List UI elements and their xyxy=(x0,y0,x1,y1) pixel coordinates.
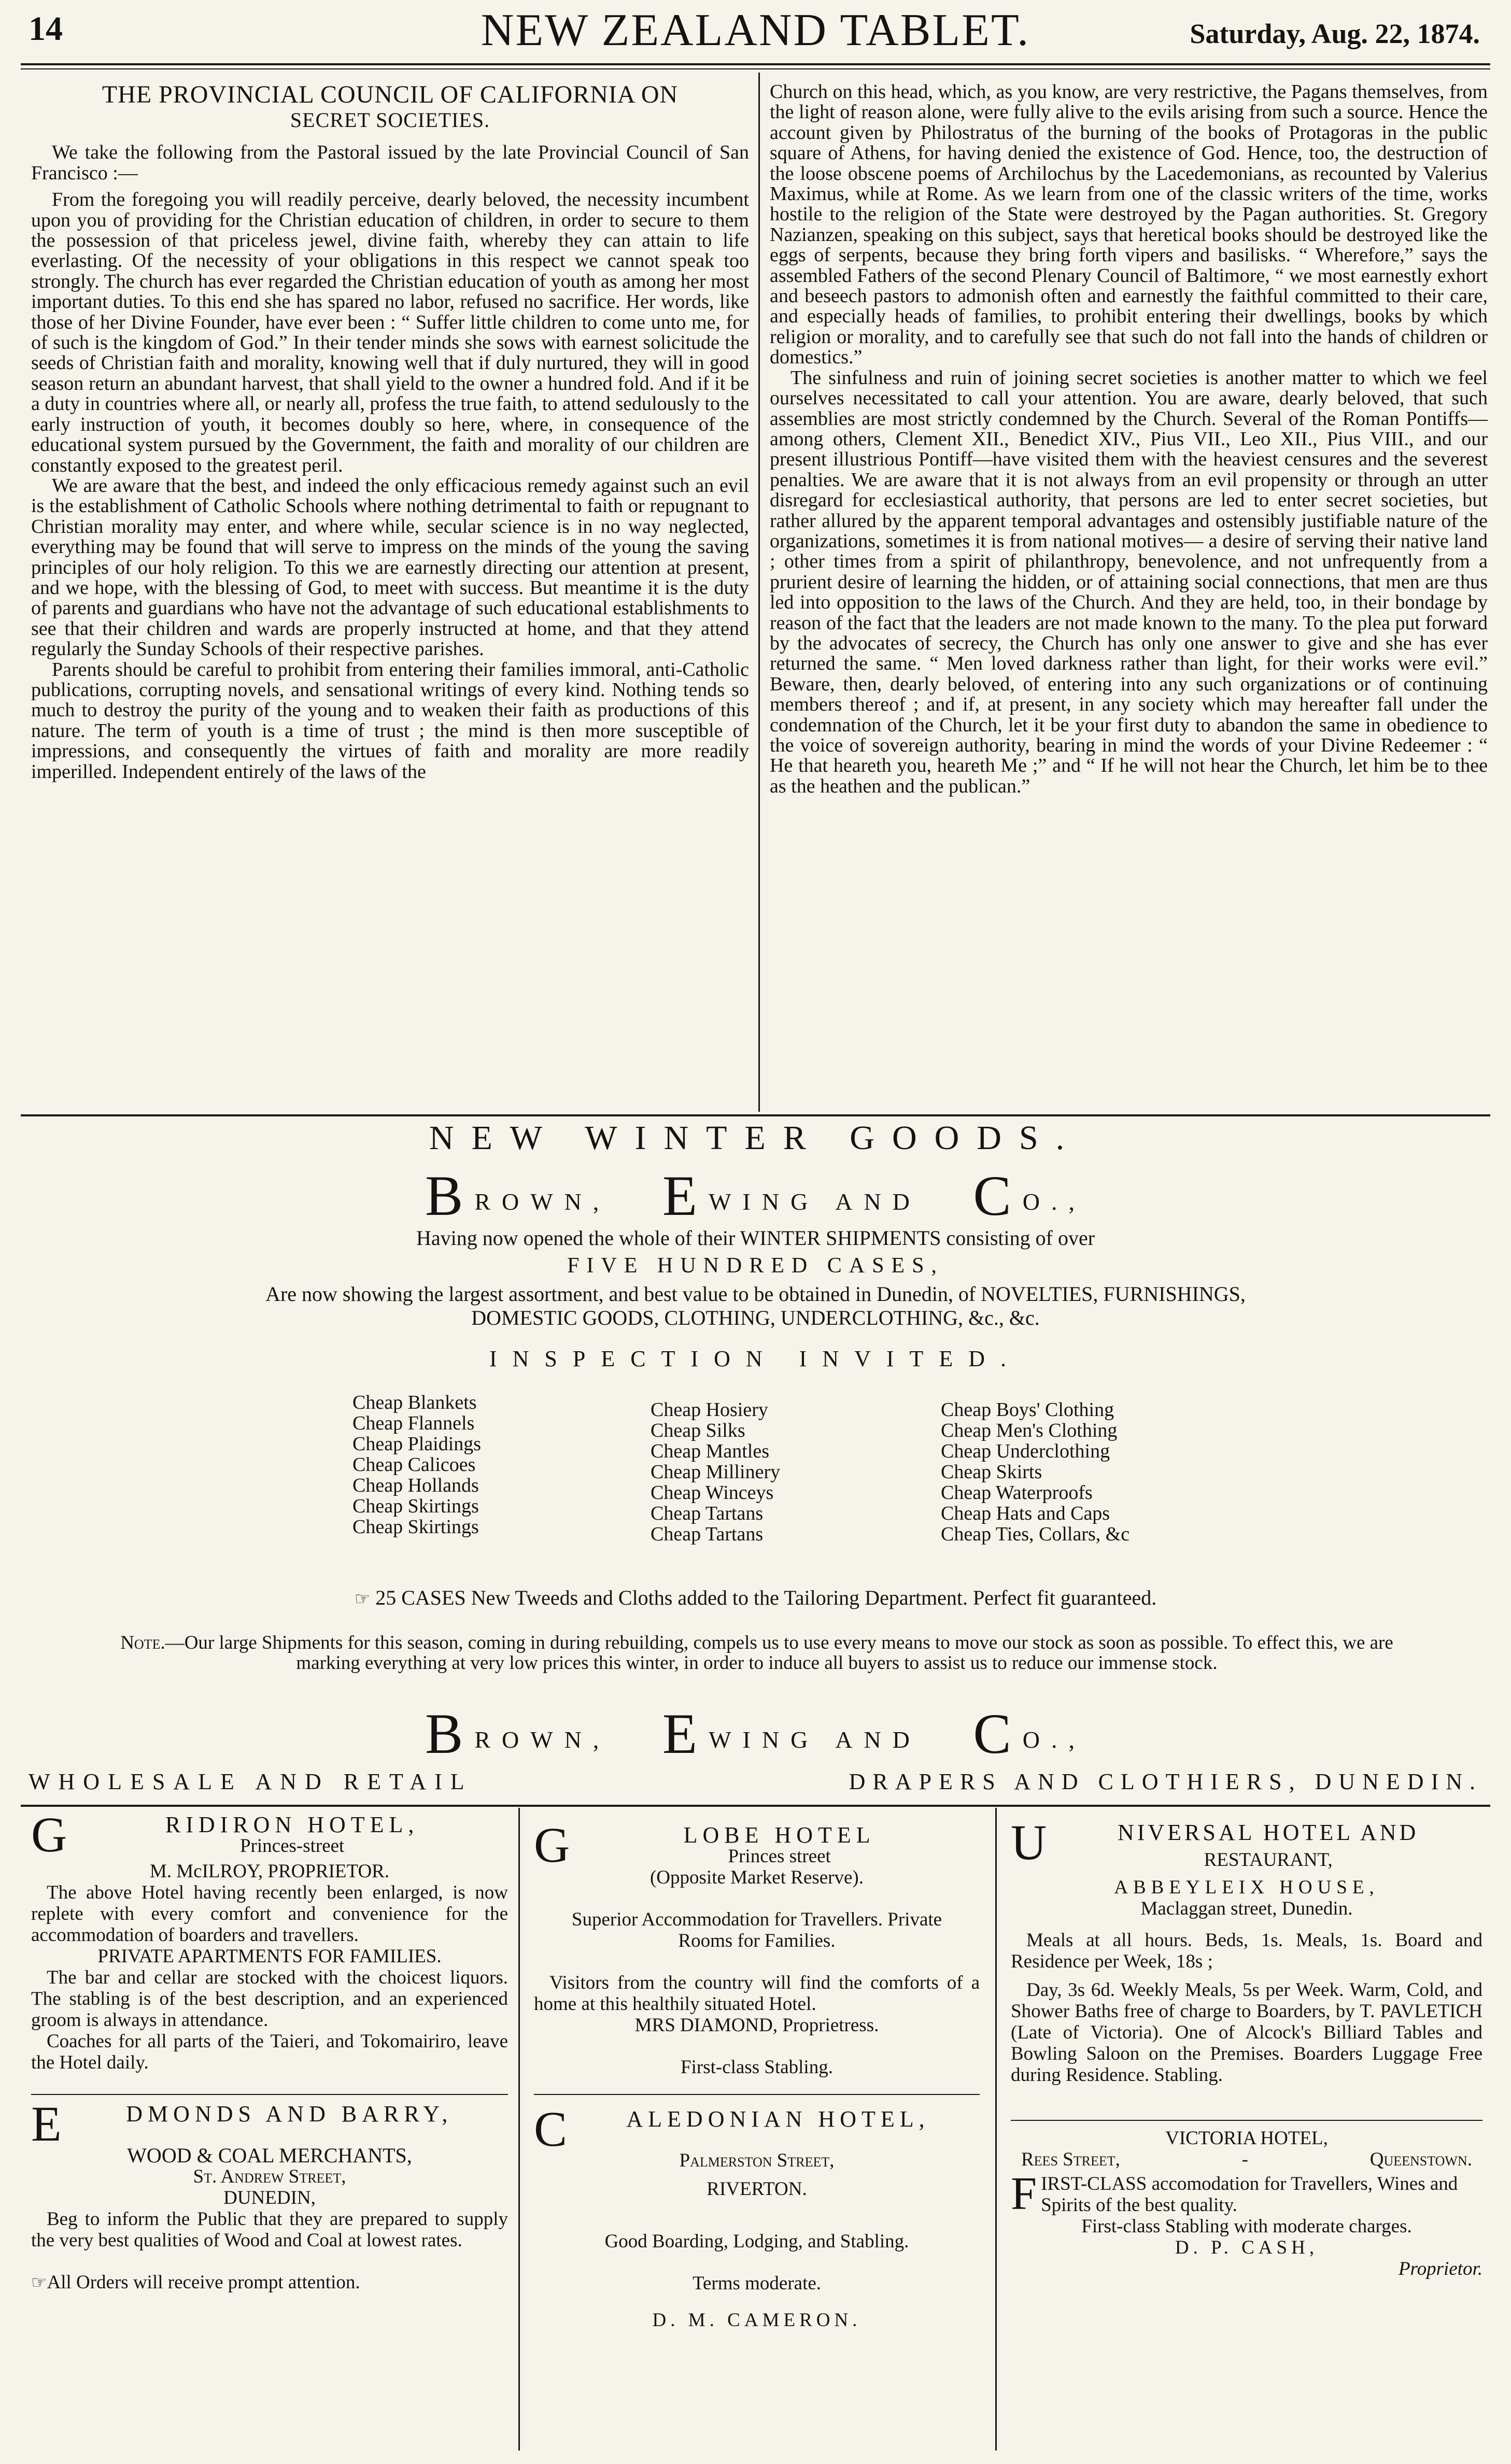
pointing-hand-icon: ☞ xyxy=(354,1590,371,1609)
ad-initial: G xyxy=(31,1807,73,1862)
article-paragraph: Church on this head, which, as you know, are very restrictive, the Pagans themselves, from the light of reason alone, were fully alive to the evils arising from such a source. Hence the account given by Philostratus of the burning of the books of Protagoras in the public square of Athens, for having denied the existence of God. Hence, too, the destruction of the loose obscene poems of Archilochus by the Lacedemonians, as recounted by Valerius Maximus, while at Rome. As we learn from one of the classic writers of the time, works hostile to the religion of the State were destroyed by the Pagan authorities. St. Gregory Nazianzen, speaking on this subject, says that heretical books should be destroyed like the eggs of serpents, because they bring forth vipers and basilisks. “ Wherefore,” says the assembled Fathers of the second Plenary Council of Baltimore, “ we most earnestly exhort and beseech pastors to admonish often and earnestly the faithful committed to their care, and especially heads of families, to prohibit entering their dwellings, books by which religion or morality, and to carefully see that such do not fall into the hands of children or domestics.” xyxy=(770,81,1488,369)
ad-title: DMONDS AND BARRY, xyxy=(126,2101,453,2127)
list-item: Cheap Plaidings xyxy=(352,1433,482,1455)
ad-street: Rees Street, xyxy=(1021,2149,1120,2170)
ad-initial: F xyxy=(1011,2168,1037,2219)
ad-line: Princes street xyxy=(728,1846,831,1867)
pointing-hand-icon: ☞ xyxy=(31,2273,47,2292)
goods-headline: NEW WINTER GOODS. xyxy=(429,1119,1082,1157)
list-item: Cheap Blankets xyxy=(352,1392,477,1413)
article-right-column xyxy=(770,82,1488,797)
ad-address xyxy=(1011,2149,1482,2170)
column-divider xyxy=(758,73,760,1112)
list-item: Cheap Mantles xyxy=(651,1440,770,1462)
ad-town: Queenstown. xyxy=(1369,2149,1472,2170)
firm-initial: C xyxy=(973,1702,1023,1765)
ad-footer-text: All Orders will receive prompt attention. xyxy=(47,2272,360,2293)
ad-body: Good Boarding, Lodging, and Stabling. xyxy=(604,2231,909,2252)
gridiron-hotel-ad xyxy=(31,1807,508,2073)
goods-list-column xyxy=(352,1392,622,1537)
note-text: —Our large Shipments for this season, coming in during rebuilding, compels us to use every means to move our stock as soon as possible. To effect this, we are marking everything at very low prices this winter, in order to induce all buyers to assist us to reduce our immense stock. xyxy=(165,1632,1393,1674)
ad-line: Palmerston Street, xyxy=(679,2150,835,2171)
page-number: 14 xyxy=(29,10,63,48)
ad-line: DUNEDIN, xyxy=(223,2187,316,2208)
ad-body: Day, 3s 6d. Weekly Meals, 5s per Week. Warm, Cold, and Shower Baths free of charge to Boarders, by T. PAVLETICH (Late of Victoria). One of Alcock's Billiard Tables and Bowling Saloon on the Premises. Boarders Luggage Free during Residence. Stabling. xyxy=(1011,1979,1482,2086)
ad-body: Superior Accommodation for Travellers. Private Rooms for Families. xyxy=(571,1909,942,1951)
ad-body xyxy=(1011,2168,1482,2219)
paper-title: NEW ZEALAND TABLET. xyxy=(481,5,1030,55)
article-left-column xyxy=(31,82,749,782)
article-intro: We take the following from the Pastoral issued by the late Provincial Council of San Francisco :— xyxy=(31,141,749,184)
section-rule xyxy=(21,1114,1490,1116)
firm-part: O., xyxy=(1022,1726,1086,1753)
goods-list-column xyxy=(651,1399,920,1545)
ad-initial: U xyxy=(1011,1815,1050,1870)
tailoring-text: 25 CASES New Tweeds and Cloths added to the Tailoring Department. Perfect fit guaranteed. xyxy=(375,1586,1157,1609)
goods-line-1: Having now opened the whole of their WINTER SHIPMENTS consisting of over xyxy=(416,1226,1095,1250)
edmonds-barry-ad xyxy=(31,2096,508,2293)
column-divider xyxy=(518,1808,520,2451)
ad-body: Meals at all hours. Beds, 1s. Meals, 1s. Board and Residence per Week, 18s ; xyxy=(1011,1930,1482,1972)
issue-date: Saturday, Aug. 22, 1874. xyxy=(1190,18,1480,49)
firm-name-repeat xyxy=(21,1702,1490,1765)
ad-line: Maclaggan street, Dunedin. xyxy=(1140,1898,1353,1919)
goods-line-3: Are now showing the largest assortment, and best value to be obtained in Dunedin, of NOVELTIES, FURNISHINGS, xyxy=(265,1282,1246,1306)
ad-owner: D. P. CASH, xyxy=(1175,2237,1319,2258)
ad-line: RESTAURANT, xyxy=(1204,1849,1333,1871)
ad-body: The bar and cellar are stocked with the choicest liquors. The stabling is of the best description, and an experienced groom is always in attendance. xyxy=(31,1967,508,2031)
caledonian-hotel-ad xyxy=(534,2101,980,2331)
tailoring-line xyxy=(21,1586,1490,1611)
masthead-rule xyxy=(21,63,1490,65)
list-item: Cheap Silks xyxy=(651,1420,745,1441)
list-item: Cheap Skirts xyxy=(941,1461,1042,1483)
universal-hotel-ad xyxy=(1011,1815,1482,2086)
list-item: Cheap Skirtings xyxy=(352,1516,479,1538)
firm-part: WING AND xyxy=(709,1726,921,1753)
ad-initial: G xyxy=(534,1817,575,1873)
goods-note xyxy=(119,1633,1394,1673)
ad-line: WOOD & COAL MERCHANTS, xyxy=(127,2144,412,2167)
list-item: Cheap Winceys xyxy=(651,1482,774,1504)
ad-body: First-class Stabling with moderate charges. xyxy=(1081,2216,1412,2237)
goods-list-column xyxy=(941,1399,1252,1545)
list-item: Cheap Waterproofs xyxy=(941,1482,1093,1504)
ad-initial: C xyxy=(534,2101,573,2157)
ad-initial: E xyxy=(31,2096,67,2151)
ad-body: The above Hotel having recently been enlarged, is now replete with every comfort and convenience for the accommodation of boarders and travellers. xyxy=(31,1882,508,1946)
ad-stabling: First-class Stabling. xyxy=(681,2057,833,2078)
ad-street: Princes-street xyxy=(239,1835,345,1857)
firm-initial: E xyxy=(662,1164,709,1227)
firm-part: O., xyxy=(1022,1188,1086,1215)
ad-line: St. Andrew Street, xyxy=(193,2166,346,2187)
ad-subhead: PRIVATE APARTMENTS FOR FAMILIES. xyxy=(97,1946,442,1967)
article-paragraph: From the foregoing you will readily perceive, dearly beloved, the necessity incumbent upon you of providing for the Christian education of children, in order to secure to them the possession of that priceless jewel, divine faith, whereby they can attain to life everlasting. Of the necessity of your obligations in this respect we cannot speak too strongly. The church has ever regarded the Christian education of youth as among her most important duties. To this end she has spared no labor, refused no sacrifice. Her words, like those of her Divine Founder, have ever been : “ Suffer little children to come unto me, for of such is the kingdom of God.” In their tender minds she sows with earnest solicitude the seeds of Christian faith and morality, knowing well that if duly nurtured, they will in good season return an abundant harvest, that shall yield to the owner a hundred fold. And if it be a duty in countries where all, or nearly all, profess the true faith, to attend sedulously to the early instruction of youth, it becomes doubly so here, where, in consequence of the educational system pursued by the Government, the faith and morality of our children are constantly exposed to the greatest peril. xyxy=(31,189,749,476)
article-subtitle: SECRET SOCIETIES. xyxy=(290,108,490,132)
ad-body-text: IRST-CLASS accomodation for Travellers, Wines and Spirits of the best quality. xyxy=(1041,2173,1458,2216)
list-item: Cheap Skirtings xyxy=(352,1495,479,1517)
column-divider xyxy=(995,1808,997,2451)
ad-terms: Terms moderate. xyxy=(692,2273,822,2294)
section-rule xyxy=(21,1805,1490,1807)
list-item: Cheap Boys' Clothing xyxy=(941,1399,1114,1421)
goods-footer-right: DRAPERS AND CLOTHIERS, DUNEDIN. xyxy=(849,1769,1482,1794)
ad-divider xyxy=(31,2094,508,2095)
list-item: Cheap Ties, Collars, &c xyxy=(941,1523,1130,1545)
ad-title: RIDIRON HOTEL, xyxy=(165,1812,419,1837)
goods-footer-left: WHOLESALE AND RETAIL xyxy=(29,1769,473,1794)
ad-line: (Opposite Market Reserve). xyxy=(649,1867,864,1888)
firm-part: ROWN, xyxy=(474,1188,611,1215)
note-label: Note. xyxy=(120,1632,165,1653)
article-paragraph: Parents should be careful to prohibit from entering their families immoral, anti-Catholic publications, corrupting novels, and sensational writings of every kind. Nothing tends so much to destroy the purity of the young and to weaken their faith as productions of this nature. The term of youth is a time of trust ; the mind is then more susceptible of impressions, and consequently the virtues of faith and morality are more readily imperilled. Independent entirely of the laws of the xyxy=(31,658,749,783)
inspection-invited: INSPECTION INVITED. xyxy=(489,1346,1022,1371)
firm-initial: C xyxy=(973,1164,1023,1227)
firm-part: ROWN, xyxy=(474,1726,611,1753)
ad-title: NIVERSAL HOTEL AND xyxy=(1117,1820,1419,1845)
firm-initial: B xyxy=(425,1164,475,1227)
ad-title: VICTORIA HOTEL, xyxy=(1165,2128,1328,2149)
list-item: Cheap Underclothing xyxy=(941,1440,1110,1462)
list-item: Cheap Tartans xyxy=(651,1523,764,1545)
ad-divider xyxy=(1011,2120,1482,2121)
ad-body: Visitors from the country will find the comforts of a home at this healthily situated Hotel. xyxy=(534,1972,980,2015)
list-item: Cheap Millinery xyxy=(651,1461,781,1483)
ad-divider xyxy=(534,2094,980,2095)
firm-initial: E xyxy=(662,1702,709,1765)
article-paragraph: We are aware that the best, and indeed the only efficacious remedy against such an evil is the establishment of Catholic Schools where nothing detrimental to faith or repugnant to Christian morality may enter, and where while, secular science is in no way neglected, everything may be found that will serve to impress on the minds of the young the saving principles of our holy religion. To this we are earnestly directing our attention at present, and we hope, with the blessing of God, to meet with success. But meantime it is the duty of parents and guardians who have not the advantage of such educational establishments to see that their children and wards are properly instructed at home, and that they attend regularly the Sunday Schools of their respective parishes. xyxy=(31,474,749,660)
goods-line-4: DOMESTIC GOODS, CLOTHING, UNDERCLOTHING, &c., &c. xyxy=(471,1306,1040,1329)
list-item: Cheap Flannels xyxy=(352,1412,475,1434)
firm-part: WING AND xyxy=(709,1188,921,1215)
list-item: Cheap Calicoes xyxy=(352,1454,476,1476)
ad-body: Beg to inform the Public that they are prepared to supply the very best qualities of Wood and Coal at lowest rates. xyxy=(31,2208,508,2251)
list-item: Cheap Men's Clothing xyxy=(941,1420,1118,1441)
ad-separator: - xyxy=(1241,2149,1248,2170)
masthead-rule-thin xyxy=(21,68,1490,69)
ad-title: LOBE HOTEL xyxy=(683,1822,875,1848)
ad-footer xyxy=(31,2272,508,2293)
ad-title: ALEDONIAN HOTEL, xyxy=(626,2106,930,2132)
article-title: THE PROVINCIAL COUNCIL OF CALIFORNIA ON xyxy=(102,81,679,108)
article-paragraph: The sinfulness and ruin of joining secret societies is another matter to which we feel ourselves necessitated to call your attention. You are aware, dearly beloved, that such assemblies are most strictly condemned by the Church. Several of the Roman Pontiffs—among others, Clement XII., Benedict XIV., Pius VII., Leo XII., Pius VIII., and our present illustrious Pontiff—have visited them with the heaviest censures and the severest penalties. We are aware that it is not always from an evil propensity or through an utter disregard for ecclesiastical authority, that persons are led to enter secret societies, but rather allured by the apparent temporal advantages and ostensibly justifiable nature of the organizations, sometimes it is from national motives— a desire of serving their native land ; other times from a spirit of philanthropy, benevolence, and not unfrequently from a prurient desire of learning the hidden, or of attaining social connections, that men are thus led into opposition to the laws of the Church. And they are held, too, in their bondage by reason of the fact that the leaders are not made known to the many. To the plea put forward by the advocates of secrecy, the Church has only one answer to give and she has ever returned the same. “ Men loved darkness rather than light, for their works were evil.” Beware, then, dearly beloved, of entering into any such organizations or of continuing members thereof ; and if, at present, in any society which may hereafter fall under the condemnation of the Church, let it be your first duty to abandon the same in obedience to the voice of sovereign authority, bearing in mind the words of your Divine Redeemer : “ He that heareth you, heareth Me ;” and “ If he will not hear the Church, let him be to thee as the heathen and the publican.” xyxy=(770,366,1488,797)
victoria-hotel-ad xyxy=(1011,2128,1482,2279)
list-item: Cheap Hosiery xyxy=(651,1399,768,1421)
ad-owner: M. McILROY, PROPRIETOR. xyxy=(149,1861,390,1882)
globe-hotel-ad xyxy=(534,1817,980,2078)
list-item: Cheap Hollands xyxy=(352,1475,479,1496)
ad-owner: MRS DIAMOND, Proprietress. xyxy=(634,2015,879,2036)
ad-line: ABBEYLEIX HOUSE, xyxy=(1114,1877,1379,1898)
ad-body: Coaches for all parts of the Taieri, and Tokomairiro, leave the Hotel daily. xyxy=(31,2031,508,2073)
firm-initial: B xyxy=(425,1702,475,1765)
goods-line-2: FIVE HUNDRED CASES, xyxy=(567,1254,944,1278)
ad-role: Proprietor. xyxy=(1398,2258,1482,2279)
list-item: Cheap Hats and Caps xyxy=(941,1503,1110,1524)
firm-name xyxy=(21,1164,1490,1227)
ad-line: RIVERTON. xyxy=(707,2178,807,2200)
list-item: Cheap Tartans xyxy=(651,1503,764,1524)
ad-owner: D. M. CAMERON. xyxy=(652,2310,862,2331)
